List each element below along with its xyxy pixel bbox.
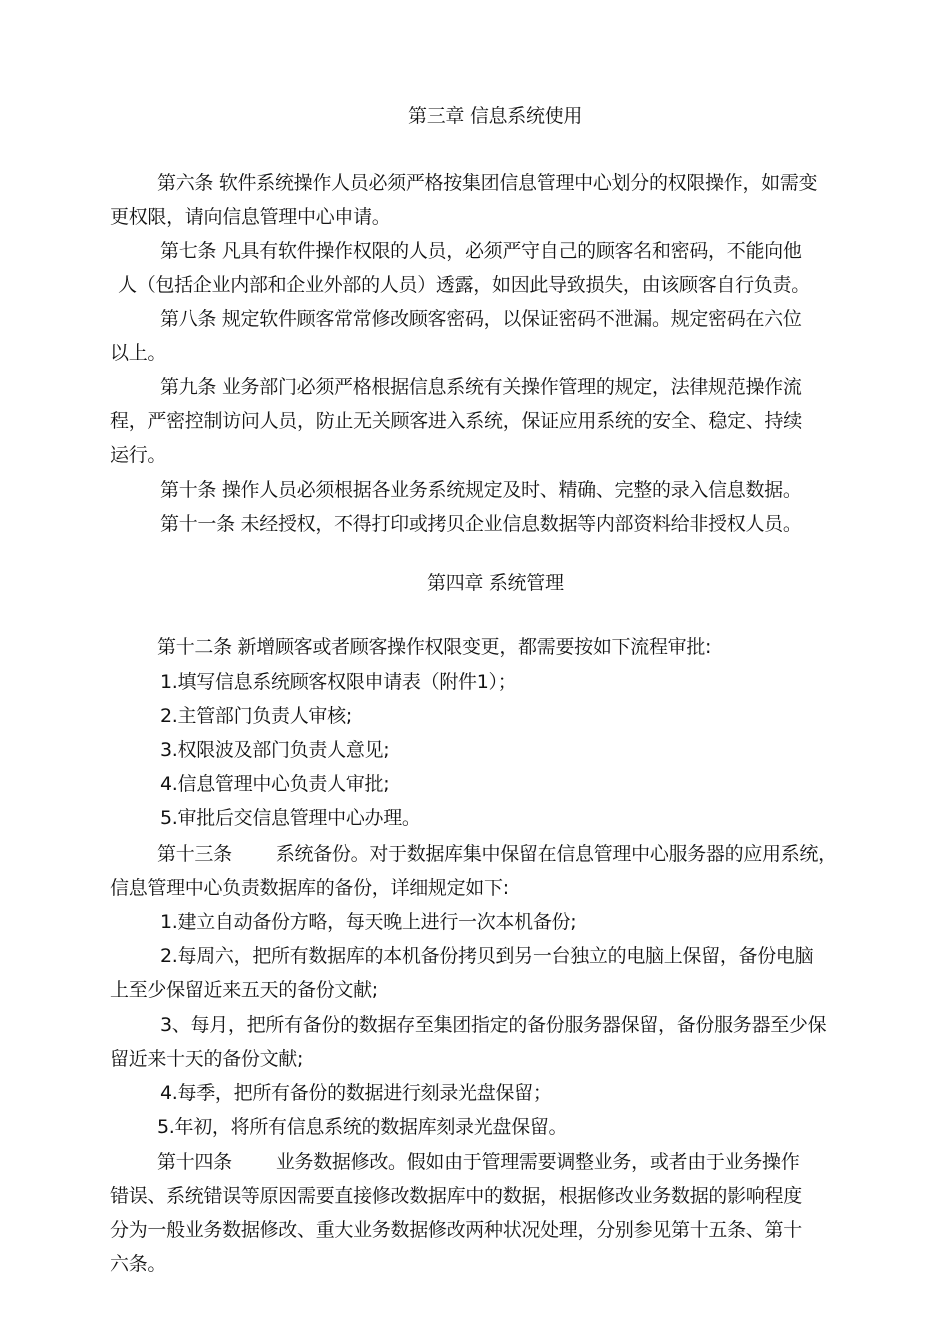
chapter-4-title: 第四章 系统管理 xyxy=(427,572,564,594)
article-13-item-4: 4.每季，把所有备份的数据进行刻录光盘保留； xyxy=(160,1082,552,1104)
article-14-line-3: 分为一般业务数据修改、重大业务数据修改两种状况处理，分别参见第十五条、第十 xyxy=(110,1219,802,1241)
article-14-line-2: 错误、系统错误等原因需要直接修改数据库中的数据，根据修改业务数据的影响程度 xyxy=(110,1185,802,1207)
article-12-item-4: 4.信息管理中心负责人审批; xyxy=(160,773,390,795)
article-11: 第十一条 未经授权，不得打印或拷贝企业信息数据等内部资料给非授权人员。 xyxy=(160,513,802,535)
article-6-line-2: 更权限，请向信息管理中心申请。 xyxy=(110,206,391,228)
article-10: 第十条 操作人员必须根据各业务系统规定及时、精确、完整的录入信息数据。 xyxy=(160,479,802,501)
article-13-line-1 xyxy=(157,841,837,867)
article-12-intro: 第十二条 新增顾客或者顾客操作权限变更，都需要按如下流程审批: xyxy=(157,636,712,658)
article-13-item-2-line-2: 上至少保留近来五天的备份文献; xyxy=(110,979,378,1001)
article-12-item-1: 1.填写信息系统顾客权限申请表（附件1）； xyxy=(160,671,517,693)
article-7-line-2: 人（包括企业内部和企业外部的人员）透露，如因此导致损失，由该顾客自行负责。 xyxy=(118,274,810,296)
article-14-label: 第十四条 xyxy=(157,1151,232,1173)
article-14-text: 业务数据修改。假如由于管理需要调整业务，或者由于业务操作 xyxy=(275,1151,800,1173)
article-14-line-1 xyxy=(157,1149,799,1175)
article-13-line-2: 信息管理中心负责数据库的备份，详细规定如下: xyxy=(110,877,509,899)
article-13-item-3-line-1: 3、每月，把所有备份的数据存至集团指定的备份服务器保留，备份服务器至少保 xyxy=(160,1014,827,1036)
article-14-line-4: 六条。 xyxy=(110,1253,167,1275)
article-13-item-2-line-1: 2.每周六，把所有数据库的本机备份拷贝到另一台独立的电脑上保留，备份电脑 xyxy=(160,945,814,967)
article-6-line-1: 第六条 软件系统操作人员必须严格按集团信息管理中心划分的权限操作，如需变 xyxy=(157,172,818,194)
article-13-item-1: 1.建立自动备份方略，每天晚上进行一次本机备份; xyxy=(160,911,577,933)
article-9-line-3: 运行。 xyxy=(110,444,167,466)
chapter-3-title: 第三章 信息系统使用 xyxy=(408,105,583,127)
article-13-text: 系统备份。对于数据库集中保留在信息管理中心服务器的应用系统， xyxy=(275,843,837,865)
article-13-item-5: 5.年初，将所有信息系统的数据库刻录光盘保留。 xyxy=(157,1116,568,1138)
article-12-item-2: 2.主管部门负责人审核; xyxy=(160,705,352,727)
article-9-line-1: 第九条 业务部门必须严格根据信息系统有关操作管理的规定，法律规范操作流 xyxy=(160,376,802,398)
article-8-line-2: 以上。 xyxy=(110,342,167,364)
article-7-line-1: 第七条 凡具有软件操作权限的人员，必须严守自己的顾客名和密码，不能向他 xyxy=(160,240,802,262)
article-13-item-3-line-2: 留近来十天的备份文献; xyxy=(110,1048,304,1070)
article-12-item-5: 5.审批后交信息管理中心办理。 xyxy=(160,807,421,829)
article-13-label: 第十三条 xyxy=(157,843,232,865)
article-8-line-1: 第八条 规定软件顾客常常修改顾客密码，以保证密码不泄漏。规定密码在六位 xyxy=(160,308,802,330)
article-9-line-2: 程，严密控制访问人员，防止无关顾客进入系统，保证应用系统的安全、稳定、持续 xyxy=(110,410,802,432)
article-12-item-3: 3.权限波及部门负责人意见; xyxy=(160,739,390,761)
